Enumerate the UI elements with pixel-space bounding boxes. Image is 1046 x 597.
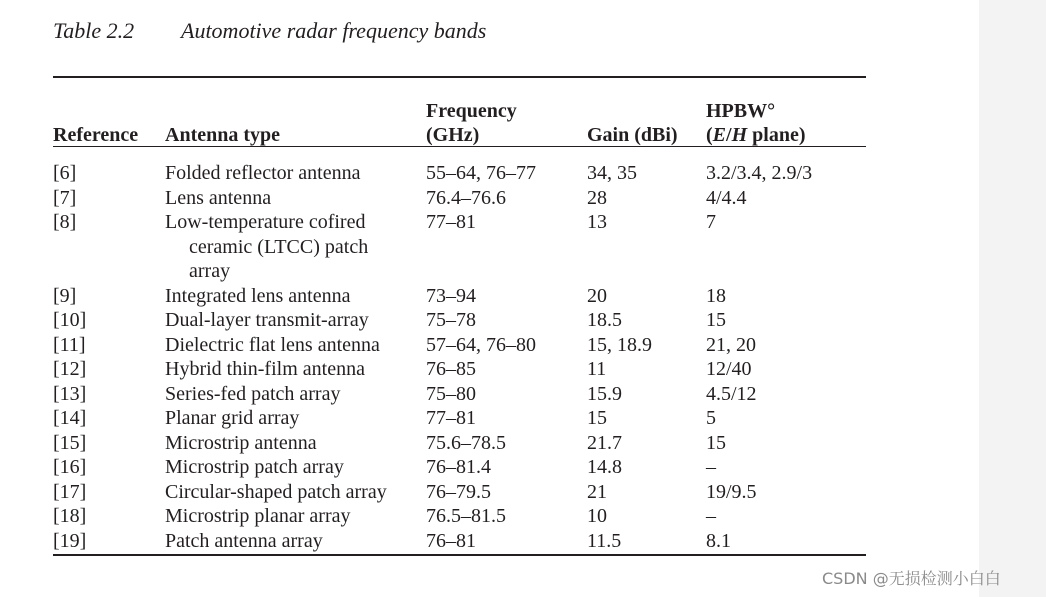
cell-gain: 10 xyxy=(587,505,607,527)
cell-antenna-type: Planar grid array xyxy=(165,407,300,429)
table-row xyxy=(53,382,866,407)
table-row xyxy=(53,333,866,358)
cell-gain: 21.7 xyxy=(587,431,622,454)
table-number: Table 2.2 xyxy=(53,18,135,43)
table-row xyxy=(53,480,866,505)
cell-gain: 18.5 xyxy=(587,309,622,331)
table-bottom-rule xyxy=(53,554,866,556)
cell-reference: [16] xyxy=(53,456,87,478)
cell-gain: 15 xyxy=(587,407,607,429)
cell-antenna-type: Microstrip antenna xyxy=(165,431,317,454)
csdn-watermark: CSDN @无损检测小白白 xyxy=(822,569,1001,588)
cell-frequency: 75.6–78.5 xyxy=(426,431,506,454)
table-row xyxy=(53,431,866,456)
cell-antenna-type: Circular-shaped patch array xyxy=(165,480,387,503)
cell-hpbw: 15 xyxy=(706,431,726,454)
cell-reference: [10] xyxy=(53,309,87,331)
cell-gain: 15.9 xyxy=(587,382,622,405)
cell-hpbw: 19/9.5 xyxy=(706,480,757,503)
cell-antenna-type: Patch antenna array xyxy=(165,529,323,552)
table-row xyxy=(53,186,866,211)
cell-reference: [14] xyxy=(53,407,87,429)
cell-gain: 13 xyxy=(587,211,607,233)
cell-frequency: 75–78 xyxy=(426,309,476,331)
cell-reference: [13] xyxy=(53,382,87,405)
header-hpbw xyxy=(706,86,866,151)
cell-hpbw: 4.5/12 xyxy=(706,382,757,405)
table-caption xyxy=(53,18,486,44)
antenna-type-wrapped: Low-temperature cofired ceramic (LTCC) patch array xyxy=(165,211,369,282)
cell-frequency: 76.5–81.5 xyxy=(426,505,506,527)
table-row xyxy=(53,406,866,431)
header-frequency-line1: Frequency xyxy=(426,100,517,122)
cell-frequency: 55–64, 76–77 xyxy=(426,162,536,184)
cell-gain: 11.5 xyxy=(587,529,622,552)
header-reference: Reference xyxy=(53,124,139,146)
cell-reference: [12] xyxy=(53,358,87,380)
header-frequency-line2: (GHz) xyxy=(426,124,480,146)
cell-antenna-type: Hybrid thin-film antenna xyxy=(165,358,365,380)
cell-frequency: 73–94 xyxy=(426,284,476,307)
cell-hpbw: 7 xyxy=(706,211,716,233)
cell-antenna-type: Microstrip patch array xyxy=(165,456,344,478)
cell-antenna-type: Series-fed patch array xyxy=(165,382,341,405)
header-frequency xyxy=(426,86,587,151)
header-antenna-type: Antenna type xyxy=(165,124,281,146)
cell-hpbw: 12/40 xyxy=(706,358,752,380)
table-row xyxy=(53,455,866,480)
cell-reference: [6] xyxy=(53,162,77,184)
cell-hpbw: 8.1 xyxy=(706,529,731,552)
cell-hpbw: – xyxy=(706,505,716,527)
cell-antenna-type xyxy=(165,210,426,284)
cell-frequency: 76–85 xyxy=(426,358,476,380)
cell-reference: [8] xyxy=(53,211,77,233)
header-gain: Gain (dBi) xyxy=(587,124,678,146)
table-title: Automotive radar frequency bands xyxy=(181,18,487,43)
cell-reference: [18] xyxy=(53,505,87,527)
cell-frequency: 76–81 xyxy=(426,529,476,552)
table-row xyxy=(53,357,866,382)
cell-reference: [11] xyxy=(53,333,86,356)
header-hpbw-line2: (E/H plane) xyxy=(706,124,806,146)
cell-hpbw: 18 xyxy=(706,284,726,307)
cell-antenna-type: Lens antenna xyxy=(165,186,272,209)
cell-reference: [7] xyxy=(53,186,77,209)
cell-hpbw: 5 xyxy=(706,407,716,429)
cell-antenna-type: Integrated lens antenna xyxy=(165,284,351,307)
table-top-rule xyxy=(53,76,866,78)
cell-reference: [17] xyxy=(53,480,87,503)
cell-gain: 14.8 xyxy=(587,456,622,478)
cell-gain: 21 xyxy=(587,480,607,503)
right-margin-strip xyxy=(979,0,1046,597)
cell-frequency: 75–80 xyxy=(426,382,476,405)
cell-gain: 15, 18.9 xyxy=(587,333,652,356)
table-row xyxy=(53,210,866,284)
cell-hpbw: 15 xyxy=(706,309,726,331)
radar-bands-table xyxy=(53,86,866,553)
table-row xyxy=(53,529,866,554)
cell-frequency: 76–79.5 xyxy=(426,480,491,503)
cell-antenna-type: Microstrip planar array xyxy=(165,505,351,527)
cell-reference: [15] xyxy=(53,431,87,454)
cell-gain: 28 xyxy=(587,186,607,209)
cell-frequency: 77–81 xyxy=(426,211,476,233)
cell-frequency: 57–64, 76–80 xyxy=(426,333,536,356)
cell-reference: [9] xyxy=(53,284,77,307)
cell-gain: 20 xyxy=(587,284,607,307)
cell-antenna-type: Dual-layer transmit-array xyxy=(165,309,369,331)
table-row xyxy=(53,308,866,333)
cell-gain: 34, 35 xyxy=(587,162,637,184)
table-row xyxy=(53,151,866,186)
cell-frequency: 77–81 xyxy=(426,407,476,429)
cell-antenna-type: Folded reflector antenna xyxy=(165,162,361,184)
cell-hpbw: – xyxy=(706,456,716,478)
table-row xyxy=(53,284,866,309)
table-header-row xyxy=(53,86,866,151)
cell-gain: 11 xyxy=(587,358,607,380)
cell-frequency: 76.4–76.6 xyxy=(426,186,506,209)
cell-frequency: 76–81.4 xyxy=(426,456,491,478)
cell-antenna-type: Dielectric flat lens antenna xyxy=(165,333,380,356)
table-row xyxy=(53,504,866,529)
cell-reference: [19] xyxy=(53,529,87,552)
header-hpbw-line1: HPBW° xyxy=(706,100,776,122)
cell-hpbw: 4/4.4 xyxy=(706,186,747,209)
cell-hpbw: 3.2/3.4, 2.9/3 xyxy=(706,162,813,184)
cell-hpbw: 21, 20 xyxy=(706,333,756,356)
